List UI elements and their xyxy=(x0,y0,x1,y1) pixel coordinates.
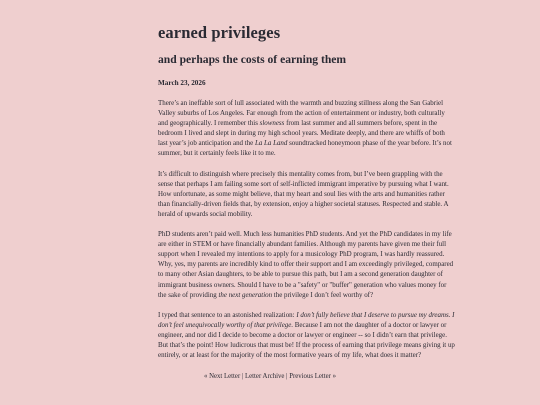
emphasis-text: slowness xyxy=(259,119,285,128)
emphasis-text: I don’t fully believe that I deserve to pursue my dreams. I don’t feel unequivocally worthy of that privilege. xyxy=(158,310,455,329)
letter-archive-link[interactable]: Letter Archive xyxy=(244,373,285,380)
body-paragraph xyxy=(158,310,456,360)
previous-letter-link[interactable]: Previous Letter » xyxy=(289,373,337,380)
paragraph-text: soundtracked honeymoon phase of the year before. It’s not summer, but it certainly feels like it to me. xyxy=(158,139,452,158)
page-subtitle: and perhaps the costs of earning them xyxy=(158,53,347,66)
body-paragraph xyxy=(158,229,456,300)
paragraph-text: from last summer and all summers before, spent in the bedroom I lived and slept in during my high school years. Meditate deeply, and there are whiffs of both last year’s job anticipation and the xyxy=(158,119,445,148)
next-letter-link[interactable]: « Next Letter xyxy=(203,373,241,380)
paragraph-text: I typed that sentence to an astonished realization: xyxy=(158,310,297,319)
paragraph-text: PhD students aren’t paid well. Much less humanities PhD students. And yet the PhD candidates in my life are either in STEM or have financially abundant families. Although my parents have given me their full support when I revealed my intentions to apply for a musicology PhD program, I was hardly reassured. Why, yes, my parents are incredibly kind to offer their support and I am exceedingly privileged, compared to many other Asian daughters, to be able to pursue this path, but I am a second generation daughter of immigrant business owners. Should I have to be a "safety" or "buffer" generation who values money for the sake of providing xyxy=(158,230,454,299)
emphasis-text: La La Land xyxy=(254,139,288,148)
paragraph-text: Because I am not the daughter of a doctor or lawyer or engineer, and nor did I decide to become a doctor or lawyer or engineer -- so I didn’t earn that privilege. But that’s the point! How ludicrous that must be! If the process of earning that privilege means giving it up entirely, or at least for the majority of the most formative years of my life, what does it matter? xyxy=(158,320,455,360)
nav-separator: | xyxy=(284,373,290,380)
letter-navigation xyxy=(0,372,540,381)
body-paragraph xyxy=(158,98,456,159)
paragraph-text: There’s an ineffable sort of lull associated with the warmth and buzzing stillness along the San Gabriel Valley suburbs of Los Angeles. Far enough from the action of entertainment or industry, both culturally and geographically. I remember this xyxy=(158,99,445,128)
paragraph-text: It’s difficult to distinguish where precisely this mentality comes from, but I’ve been grappling with the sense that perhaps I am failing some sort of self-inflicted immigrant imperative by pursuing what I want. How unfortunate, as some might believe, that my heart and soul lies with the arts and humanities rather than financially-driven fields that, by extension, enjoy a higher societal statuses. Respected and stable. A herald of upwards social mobility. xyxy=(158,169,449,218)
paragraph-text: the privilege I don’t feel worthy of? xyxy=(272,290,374,299)
post-date: March 23, 2026 xyxy=(158,79,206,87)
letter-page xyxy=(158,24,456,370)
page-title: earned privileges xyxy=(158,23,281,42)
post-body xyxy=(158,98,456,360)
emphasis-text: the next generation xyxy=(218,290,273,299)
body-paragraph xyxy=(158,169,456,219)
nav-separator: | xyxy=(240,373,245,380)
